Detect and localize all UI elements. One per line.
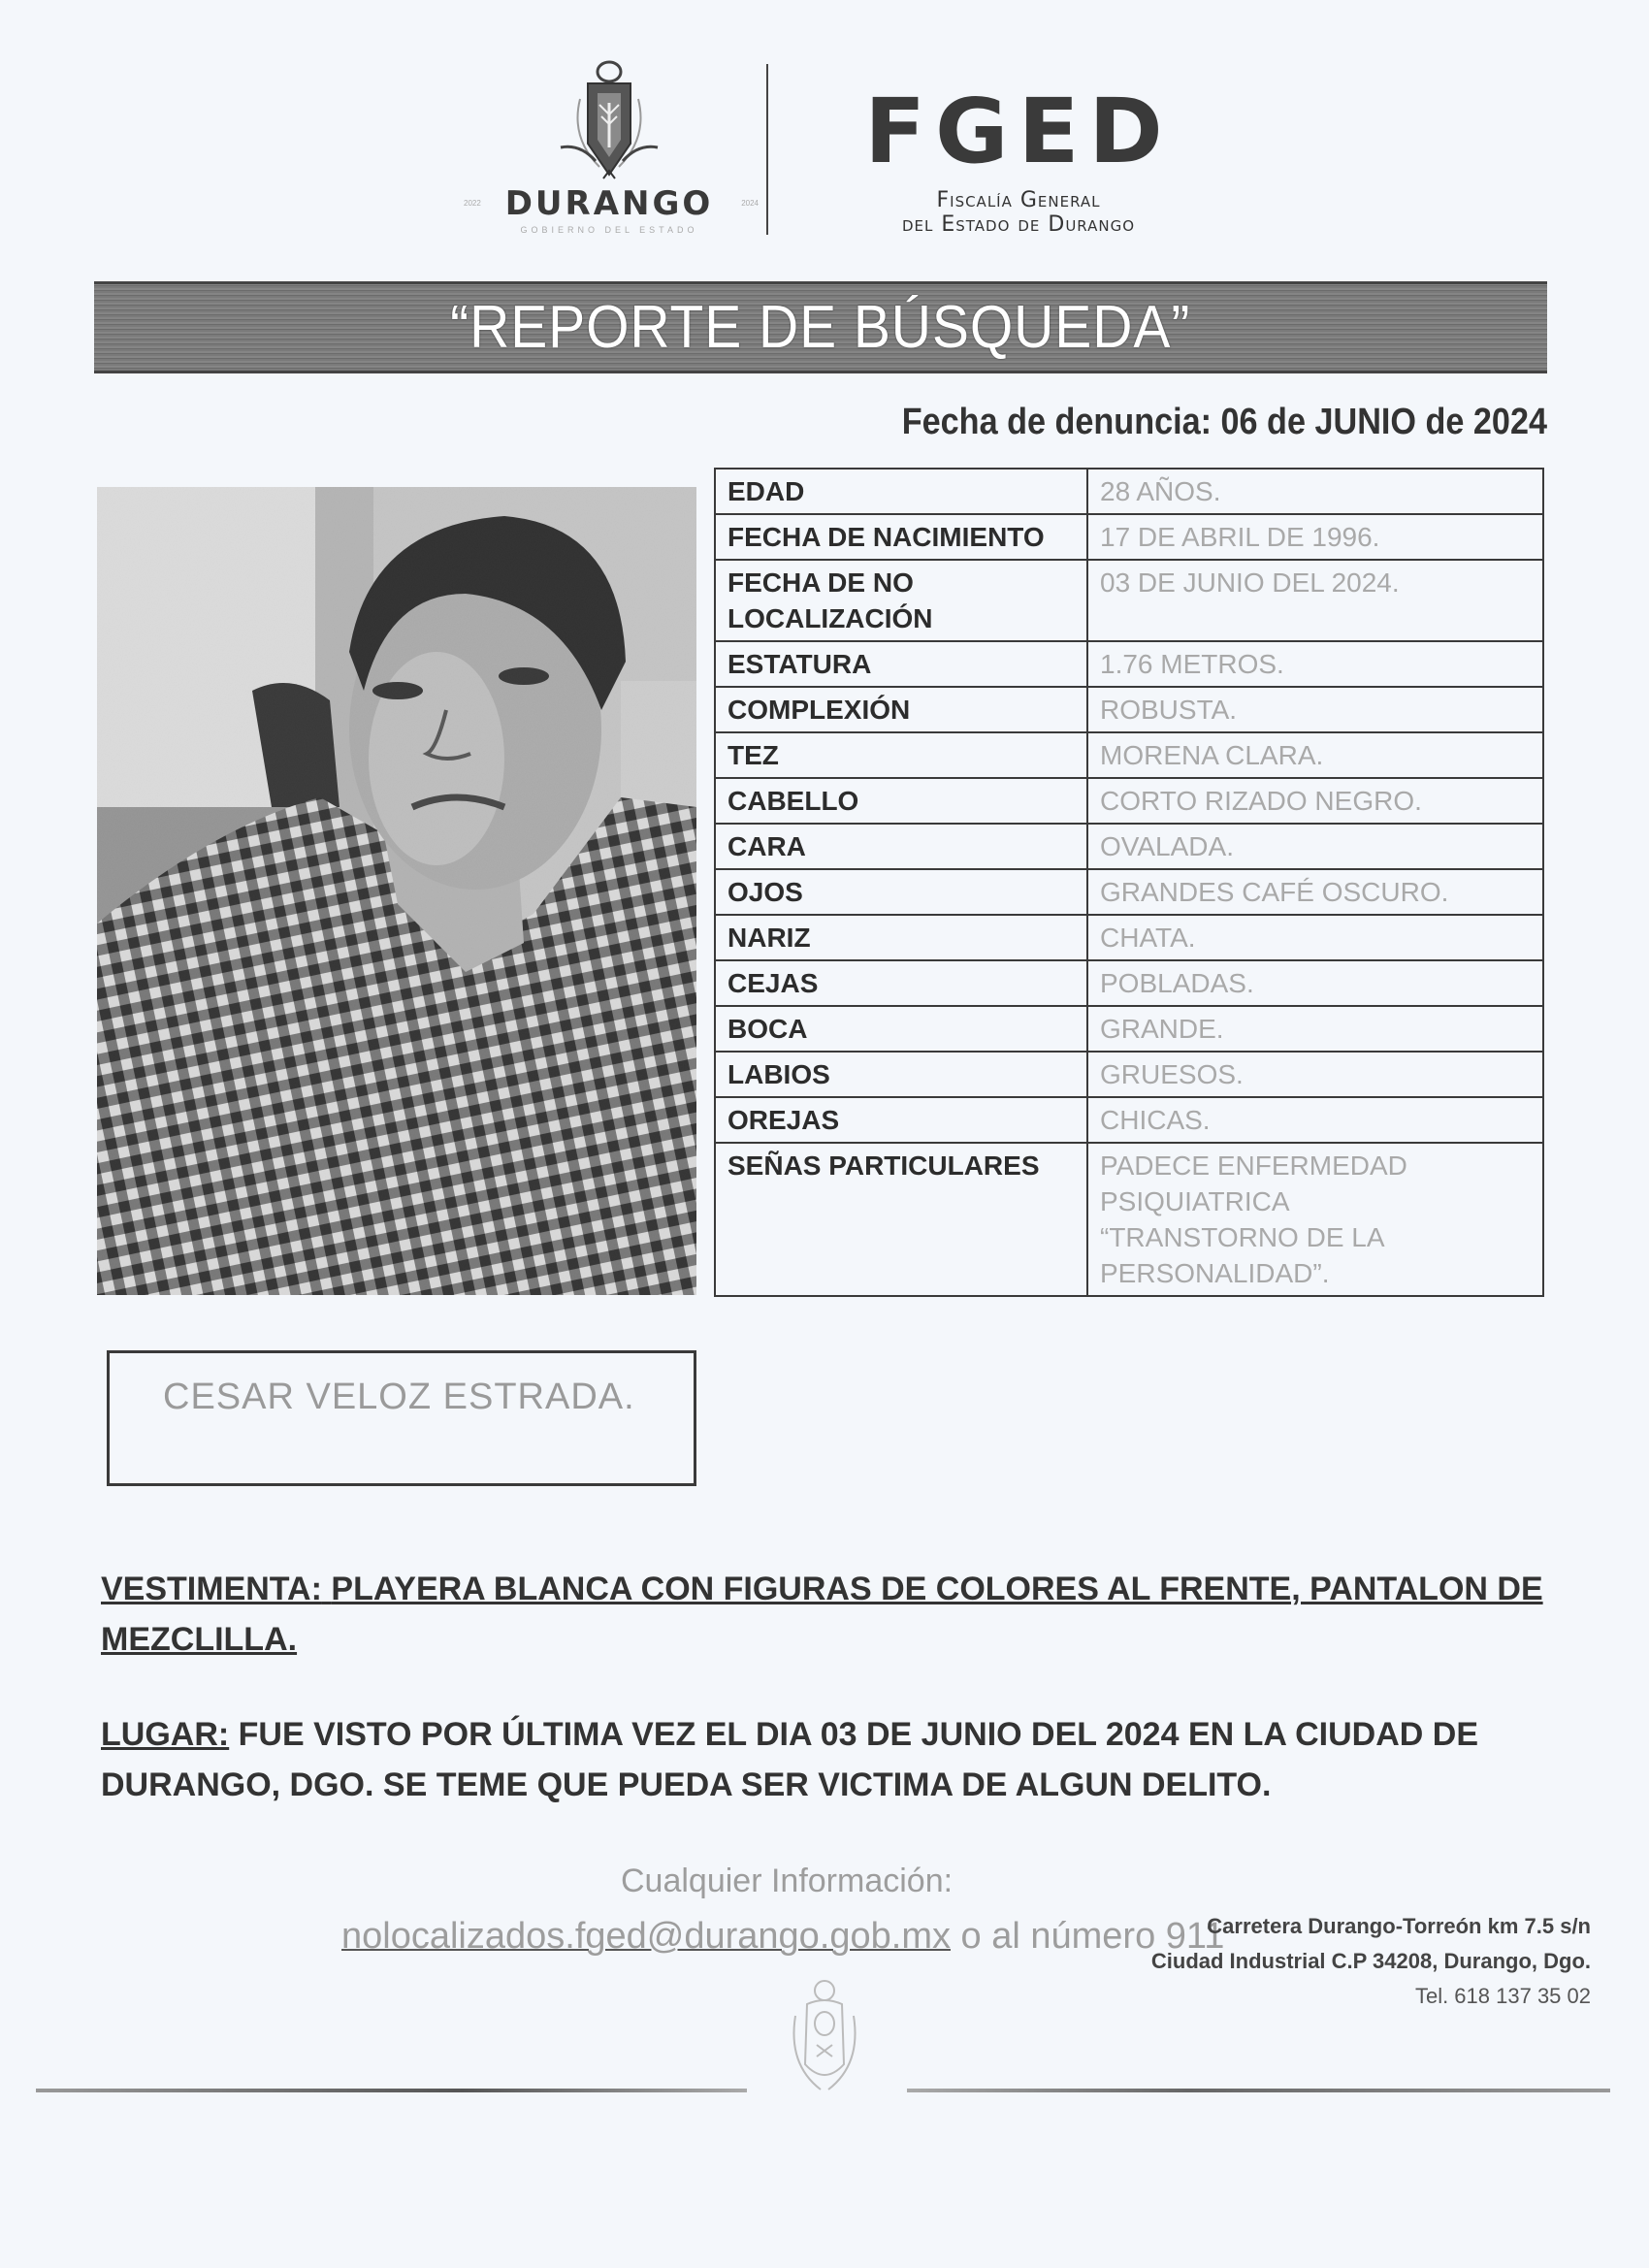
details-row	[715, 732, 1543, 778]
office-address	[1151, 1909, 1591, 2014]
details-value: GRUESOS.	[1087, 1052, 1543, 1097]
details-row	[715, 641, 1543, 687]
details-value: POBLADAS.	[1087, 960, 1543, 1006]
contact-phone-text: o al número 911	[950, 1916, 1225, 1957]
footer-emblem-icon	[766, 1977, 883, 2098]
fged-name-line1: Fiscalía General	[936, 188, 1101, 212]
clothing-description	[101, 1564, 1546, 1665]
contact-line	[341, 1916, 1224, 1958]
footer-divider-left	[36, 2089, 747, 2092]
details-value: GRANDE.	[1087, 1006, 1543, 1052]
details-row	[715, 869, 1543, 915]
location-text: FUE VISTO POR ÚLTIMA VEZ EL DIA 03 DE JUNIO DEL 2024 EN LA CIUDAD DE DURANGO, DGO. SE TEME QUE PUEDA SER VICTIMA DE ALGUN DELITO.	[101, 1716, 1479, 1803]
coat-of-arms-icon	[551, 60, 667, 181]
details-label: FECHA DE NACIMIENTO	[715, 514, 1087, 560]
details-row	[715, 960, 1543, 1006]
details-row	[715, 915, 1543, 960]
address-phone: Tel. 618 137 35 02	[1414, 1984, 1591, 2008]
contact-email-link[interactable]: nolocalizados.fged@durango.gob.mx	[341, 1916, 951, 1957]
report-title: “REPORTE DE BÚSQUEDA”	[450, 294, 1191, 361]
location-label: LUGAR:	[101, 1716, 230, 1753]
details-label: CEJAS	[715, 960, 1087, 1006]
address-line2: Ciudad Industrial C.P 34208, Durango, Dgo.	[1150, 1949, 1591, 1973]
details-row	[715, 469, 1543, 514]
details-value: PADECE ENFERMEDAD PSIQUIATRICA “TRANSTORNO DE LA PERSONALIDAD”.	[1087, 1143, 1543, 1296]
details-label: EDAD	[715, 469, 1087, 514]
footer-divider-right	[907, 2089, 1610, 2092]
durango-logo-year-left: 2022	[464, 199, 481, 208]
person-name: CESAR VELOZ ESTRADA.	[163, 1377, 635, 1417]
report-date: Fecha de denuncia: 06 de JUNIO de 2024	[901, 402, 1547, 442]
report-title-banner	[94, 281, 1547, 373]
fged-name-line2: del Estado de Durango	[901, 212, 1136, 238]
details-value: MORENA CLARA.	[1087, 732, 1543, 778]
details-row	[715, 824, 1543, 869]
clothing-label: VESTIMENTA:	[101, 1571, 322, 1607]
details-label: CABELLO	[715, 778, 1087, 824]
fged-acronym: FGED	[864, 80, 1173, 183]
details-label: ESTATURA	[715, 641, 1087, 687]
details-row	[715, 1052, 1543, 1097]
details-label: OJOS	[715, 869, 1087, 915]
details-value: OVALADA.	[1087, 824, 1543, 869]
details-label: CARA	[715, 824, 1087, 869]
details-row	[715, 1097, 1543, 1143]
contact-heading: Cualquier Información:	[621, 1863, 954, 1899]
details-value: GRANDES CAFÉ OSCURO.	[1087, 869, 1543, 915]
durango-logo-year-right: 2024	[741, 199, 759, 208]
details-row	[715, 1143, 1543, 1296]
fged-logo	[834, 80, 1203, 238]
address-line1: Carretera Durango-Torreón km 7.5 s/n	[1207, 1914, 1591, 1938]
details-value: ROBUSTA.	[1087, 687, 1543, 732]
details-value: CHICAS.	[1087, 1097, 1543, 1143]
details-label: SEÑAS PARTICULARES	[715, 1143, 1087, 1296]
person-photo-illustration	[97, 487, 696, 1295]
details-label: TEZ	[715, 732, 1087, 778]
details-row	[715, 778, 1543, 824]
durango-logo-name: DURANGO	[504, 184, 714, 223]
header-divider	[766, 64, 768, 235]
details-label: NARIZ	[715, 915, 1087, 960]
details-value: 28 AÑOS.	[1087, 469, 1543, 514]
missing-person-photo	[97, 487, 696, 1295]
person-name-box	[107, 1350, 696, 1486]
details-value: 17 DE ABRIL DE 1996.	[1087, 514, 1543, 560]
details-label: OREJAS	[715, 1097, 1087, 1143]
details-value: 03 DE JUNIO DEL 2024.	[1087, 560, 1543, 641]
details-label: COMPLEXIÓN	[715, 687, 1087, 732]
details-value: CORTO RIZADO NEGRO.	[1087, 778, 1543, 824]
details-value: CHATA.	[1087, 915, 1543, 960]
clothing-text: PLAYERA BLANCA CON FIGURAS DE COLORES AL FRENTE, PANTALON DE MEZCLILLA.	[101, 1571, 1543, 1658]
details-row	[715, 514, 1543, 560]
person-details-table	[714, 468, 1544, 1297]
durango-government-logo	[464, 60, 759, 235]
details-label: BOCA	[715, 1006, 1087, 1052]
details-label: FECHA DE NO LOCALIZACIÓN	[715, 560, 1087, 641]
last-seen-location	[101, 1709, 1546, 1810]
details-row	[715, 560, 1543, 641]
details-value: 1.76 METROS.	[1087, 641, 1543, 687]
details-row	[715, 1006, 1543, 1052]
details-label: LABIOS	[715, 1052, 1087, 1097]
details-row	[715, 687, 1543, 732]
durango-logo-subtitle: GOBIERNO DEL ESTADO	[520, 225, 698, 235]
